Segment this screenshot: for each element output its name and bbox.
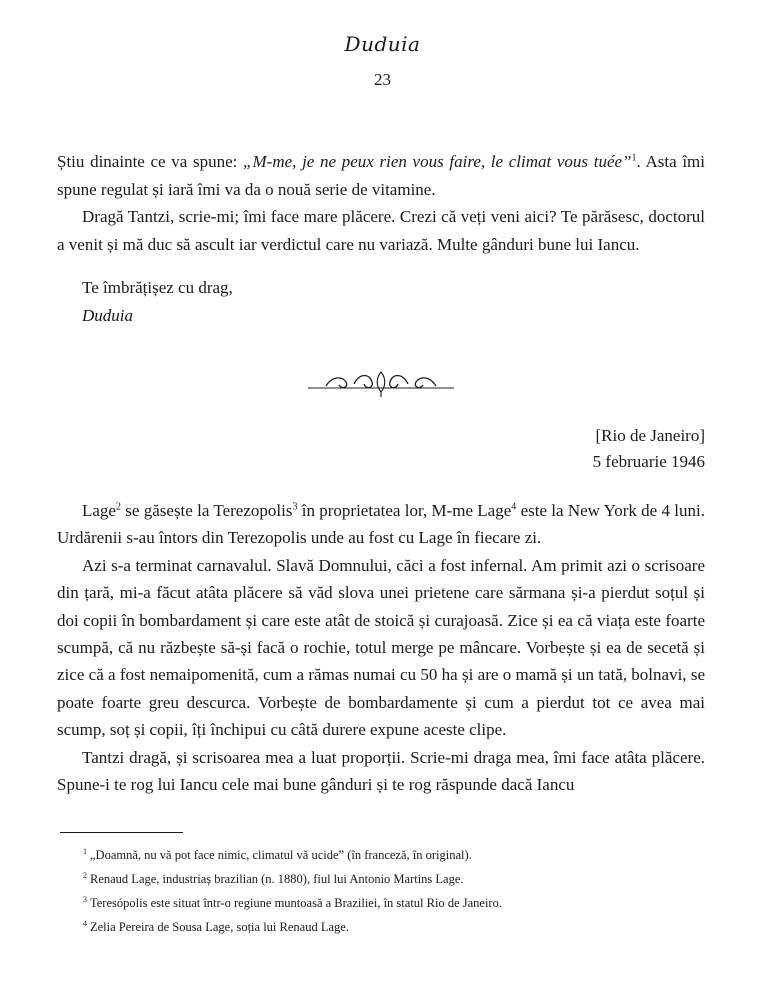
page-number: 23 xyxy=(374,70,391,89)
dateline-place: [Rio de Janeiro] xyxy=(595,426,705,445)
closing-line: Te îmbrățișez cu drag, xyxy=(82,278,233,297)
running-title: Duduia xyxy=(344,32,421,56)
footnote: $^2$ Renaud Lage, industriaș brazilian (n. 1880), fiul lui Antonio Martins Lage. xyxy=(83,870,464,886)
letter-two xyxy=(57,497,705,798)
paragraph: Lage$^2$ se găsește la Terezopolis$^3$ în proprietatea lor, M-me Lage$^4$ este la New York de 4 luni. Urdărenii s-au întors din Terezopolis unde au fost cu Lage în fiecare zi. xyxy=(57,501,705,548)
letter-one xyxy=(57,148,705,329)
footnote: $^1$ „Doamnă, nu vă pot face nimic, climatul vă ucide” (în franceză, în original). xyxy=(83,846,472,862)
french-quote: „M-me, je ne peux rien vous faire, le climat vous tuée” xyxy=(243,152,632,171)
footnote: $^4$ Zelia Pereira de Sousa Lage, soția lui Renaud Lage. xyxy=(83,918,349,934)
signature: Duduia xyxy=(82,305,133,325)
paragraph: Știu dinainte ce va spune: „M-me, je ne peux rien vous faire, le climat vous tuée”$^1$. Asta îmi spune regulat și iară îmi va da o nouă serie de vitamine. xyxy=(57,152,705,199)
paragraph: Dragă Tantzi, scrie-mi; îmi face mare plăcere. Crezi că veți veni aici? Te părăsesc, doctorul a venit și mă duc să ascult iar verdictul care nu variază. Multe gânduri bune lui Iancu. xyxy=(57,207,705,254)
footnote-ref[interactable]: 3 xyxy=(292,501,298,513)
ornament-divider-icon xyxy=(306,368,456,398)
footnote-ref[interactable]: 1 xyxy=(631,152,637,164)
paragraph: Tantzi dragă, și scrisoarea mea a luat proporții. Scrie-mi draga mea, îmi face atâta plăcere. Spune-i te rog lui Iancu cele mai bune gânduri și te rog răspunde dacă Iancu xyxy=(57,747,705,795)
letter-dateline xyxy=(593,423,705,475)
closing-block xyxy=(57,274,705,329)
dateline-date: 5 februarie 1946 xyxy=(592,452,705,471)
footnote-rule xyxy=(60,832,183,833)
footnotes xyxy=(83,843,723,939)
footnote-ref[interactable]: 4 xyxy=(511,501,517,513)
paragraph: Azi s-a terminat carnavalul. Slavă Domnului, căci a fost infernal. Am primit azi o scrisoare din țară, mi-a făcut atâta plăcere să văd slova unei prietene care sărmana și-a pierdut soțul și doi copii în bombardament și care este atât de stoică și curajoasă. Zice și ea că viața este foarte scumpă, că nu răzbește să-și facă o rochie, totul merge pe mâncare. Vorbește și ea de secetă și zice că a fost nemaipomenită, cum a rămas numai cu 50 ha și are o mamă și un tată, bolnavi, se poate foarte greu descurca. Vorbește de bombardamente și cum a pierdut tot ce avea mai scump, soț și copii, îți închipui cu câtă durere expune aceste clipe. xyxy=(57,555,705,740)
footnote: $^3$ Teresópolis este situat într-o regiune muntoasă a Braziliei, în statul Rio de Janeiro. xyxy=(83,894,502,910)
footnote-ref[interactable]: 2 xyxy=(115,501,121,513)
